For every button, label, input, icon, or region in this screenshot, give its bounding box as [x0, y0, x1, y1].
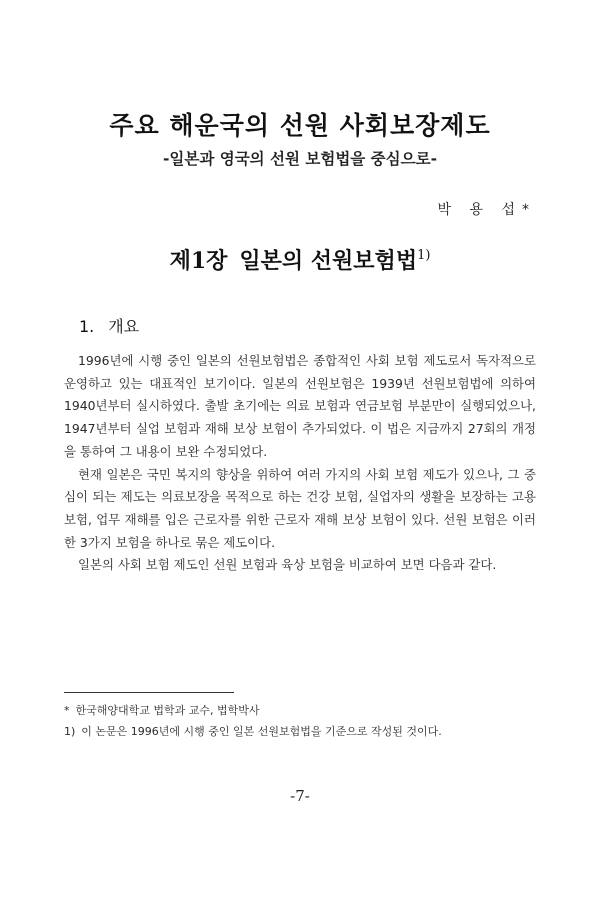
- body-text: [64, 350, 536, 577]
- paper-subtitle: -일본과 영국의 선원 보험법을 중심으로-: [162, 150, 438, 168]
- chapter-footnote-ref: 1): [417, 248, 431, 263]
- paragraph: 일본의 사회 보험 제도인 선원 보험과 육상 보험을 비교하여 보면 다음과 같다.: [78, 557, 497, 573]
- chapter-heading: [0, 244, 600, 275]
- footnote-mark: *: [64, 704, 70, 717]
- page-number: -7-: [290, 787, 310, 805]
- paragraph: 1996년에 시행 중인 일본의 선원보험법은 종합적인 사회 보험 제도로서 독자적으로 운영하고 있는 대표적인 보기이다. 일본의 선원보험은 1939년 선원보험법에 의하여 1940년부터 실시하였다. 출발 초기에는 의료 보험과 연금보험 부분만이 실행되었으나, 1947년부터 실업 보험과 재해 보상 보험이 추가되었다. 이 법은 지금까지 27회의 개정을 통하여 그 내용이 보완 수정되었다.: [64, 353, 536, 459]
- section-heading: [79, 314, 139, 337]
- footnote-text: 한국해양대학교 법학과 교수, 법학박사: [75, 704, 260, 717]
- section-title: 개요: [108, 317, 140, 336]
- chapter-number: 제1장: [169, 248, 228, 274]
- footnote-item: [64, 700, 544, 721]
- footnote-divider: [64, 692, 234, 693]
- chapter-title: 일본의 선원보험법: [239, 249, 418, 274]
- paper-title: 주요 해운국의 선원 사회보장제도: [109, 111, 491, 140]
- footnote-item: [64, 721, 544, 742]
- section-number: 1.: [79, 317, 95, 336]
- paragraph: 현재 일본은 국민 복지의 향상을 위하여 여러 가지의 사회 보험 제도가 있으나, 그 중심이 되는 제도는 의료보장을 목적으로 하는 건강 보험, 실업자의 생활을 보장하는 고용 보험, 업무 재해를 입은 근로자를 위한 근로자 재해 보상 보험이 있다. 선원 보험은 이러한 3가지 보험을 하나로 묶은 제도이다.: [64, 466, 536, 550]
- author-name: 박 용 섭*: [437, 202, 536, 218]
- footnotes: [64, 700, 544, 742]
- footnote-mark: 1): [64, 725, 76, 738]
- footnote-text: 이 논문은 1996년에 시행 중인 일본 선원보험법을 기준으로 작성된 것이다.: [81, 725, 442, 738]
